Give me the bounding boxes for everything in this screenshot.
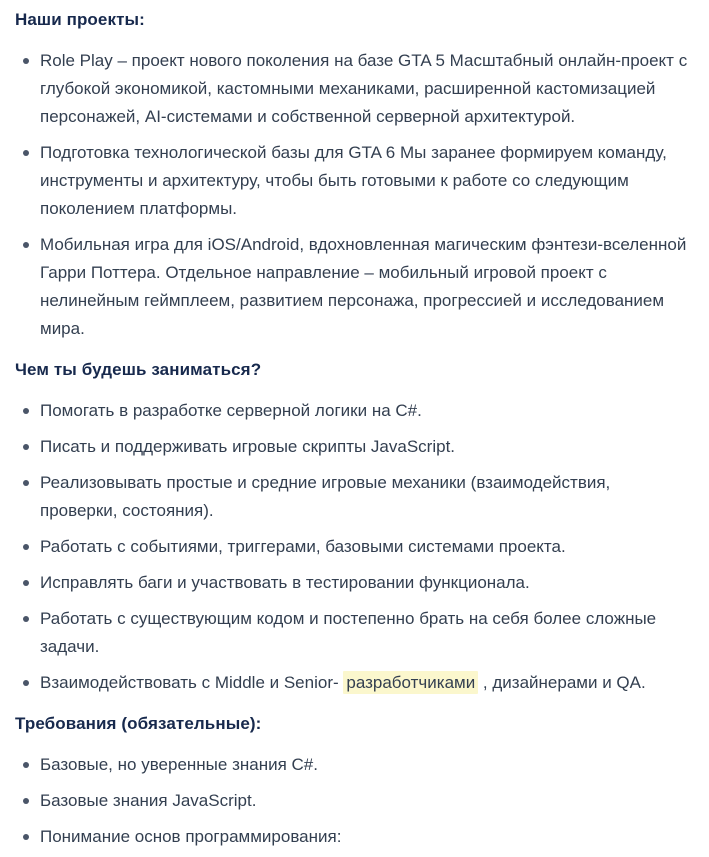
list-item-text: Мобильная игра для iOS/Android, вдохновленная магическим фэнтези-вселенной Гарри Поттера. Отдельное направление – мобильный игровой проект с нелинейным геймплеем, развитием персонажа, прогрессией и исследованием мира.: [40, 235, 687, 338]
bullet-icon: [23, 58, 29, 64]
bullet-icon: [23, 150, 29, 156]
bullet-icon: [23, 544, 29, 550]
list-item-text: Помогать в разработке серверной логики на C#.: [40, 401, 422, 420]
section-our-projects: [15, 8, 691, 343]
bullet-icon: [23, 834, 29, 840]
list-item-text: [40, 671, 646, 694]
text-before-highlight: Взаимодействовать с Middle и Senior-: [40, 673, 344, 692]
bullet-icon: [23, 444, 29, 450]
requirements-list: [15, 751, 691, 851]
list-item: [23, 139, 691, 223]
bullet-icon: [23, 480, 29, 486]
section-heading-responsibilities: Чем ты будешь заниматься?: [15, 360, 262, 379]
list-item-with-highlight: [23, 669, 691, 697]
list-item-text: Работать с существующим кодом и постепенно брать на себя более сложные задачи.: [40, 609, 657, 656]
list-item: [23, 469, 691, 525]
list-item-text: Базовые, но уверенные знания C#.: [40, 755, 318, 774]
responsibilities-list: [15, 397, 691, 697]
section-requirements: [15, 712, 691, 851]
bullet-icon: [23, 242, 29, 248]
bullet-icon: [23, 798, 29, 804]
list-item: [23, 397, 691, 425]
list-item: [23, 787, 691, 815]
list-item: [23, 569, 691, 597]
list-item: [23, 47, 691, 131]
list-item-text: Писать и поддерживать игровые скрипты JavaScript.: [40, 437, 456, 456]
list-item-text: Подготовка технологической базы для GTA 6 Мы заранее формируем команду, инструменты и архитектуру, чтобы быть готовыми к работе со следующим поколением платформы.: [40, 143, 667, 218]
text-after-highlight: , дизайнерами и QA.: [478, 673, 646, 692]
bullet-icon: [23, 762, 29, 768]
list-item: [23, 605, 691, 661]
bullet-icon: [23, 616, 29, 622]
list-item-text: Исправлять баги и участвовать в тестировании функционала.: [40, 573, 530, 592]
highlighted-text: разработчиками: [343, 671, 478, 694]
projects-list: [15, 47, 691, 343]
list-item: [23, 751, 691, 779]
section-heading-requirements: Требования (обязательные):: [15, 714, 262, 733]
list-item: [23, 433, 691, 461]
list-item: [23, 823, 691, 851]
bullet-icon: [23, 580, 29, 586]
list-item-text: Базовые знания JavaScript.: [40, 791, 257, 810]
list-item-text: Понимание основ программирования:: [40, 827, 342, 846]
section-heading-our-projects: Наши проекты:: [15, 10, 145, 29]
list-item: [23, 533, 691, 561]
list-item-text: Работать с событиями, триггерами, базовыми системами проекта.: [40, 537, 566, 556]
bullet-icon: [23, 408, 29, 414]
bullet-icon: [23, 680, 29, 686]
list-item: [23, 231, 691, 343]
list-item-text: Реализовывать простые и средние игровые механики (взаимодействия, проверки, состояния).: [40, 473, 611, 520]
section-responsibilities: [15, 358, 691, 697]
list-item-text: Role Play – проект нового поколения на базе GTA 5 Масштабный онлайн-проект с глубокой экономикой, кастомными механиками, расширенной кастомизацией персонажей, AI-системами и собственной серверной архитектурой.: [40, 51, 688, 126]
